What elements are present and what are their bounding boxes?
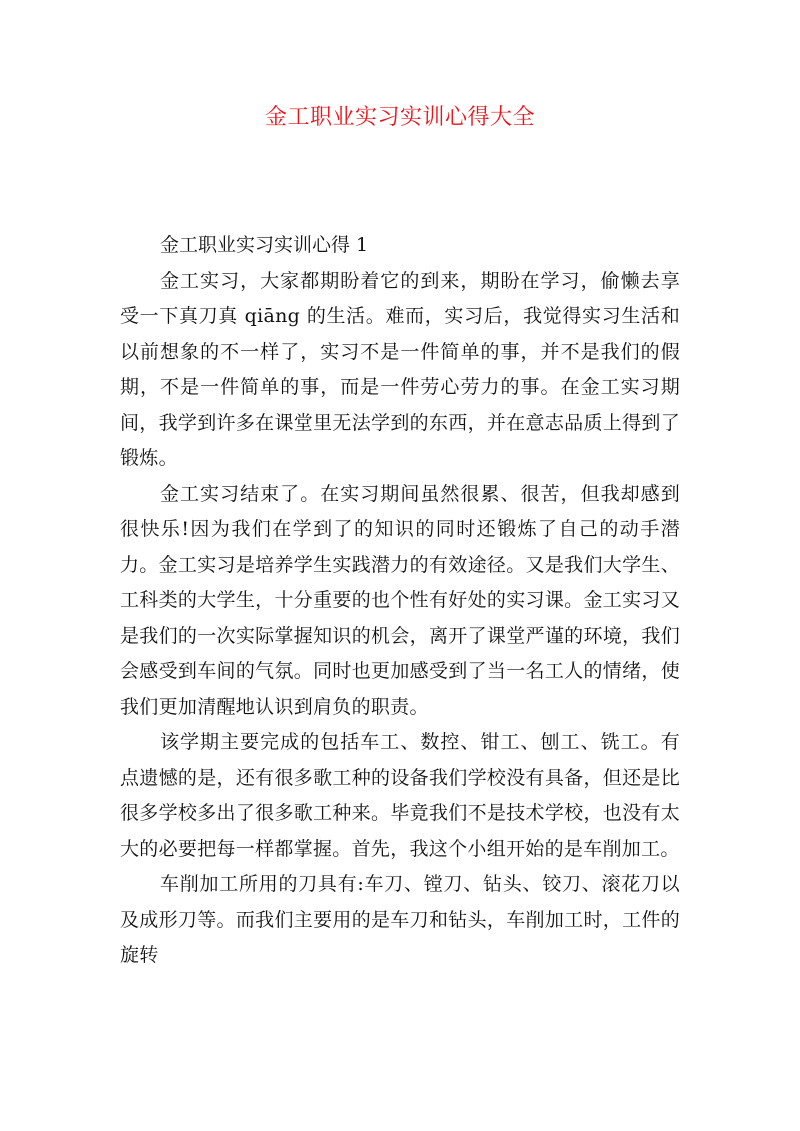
paragraph-2: 金工实习结束了。在实习期间虽然很累、很苦，但我却感到很快乐!因为我们在学到了的知识的同时还锻炼了自己的动手潜力。金工实习是培养学生实践潜力的有效途径。又是我们大学生、工科类的大学生，十分重要的也个性有好处的实习课。金工实习又是我们的一次实际掌握知识的机会，离开了课堂严谨的环境，我们会感受到车间的气氛。同时也更加感受到了当一名工人的情绪，使我们更加清醒地认识到肩负的职责。 xyxy=(120,482,680,718)
paragraph-1: 金工实习，大家都期盼着它的到来，期盼在学习，偷懒去享受一下真刀真 qiāng 的生活。难而，实习后，我觉得实习生活和以前想象的不一样了，实习不是一件简单的事，并不是我们的假期，不是一件简单的事，而是一件劳心劳力的事。在金工实习期间，我学到许多在课堂里无法学到的东西，并在意志品质上得到了锻炼。 xyxy=(120,269,680,469)
paragraph-3: 该学期主要完成的包括车工、数控、钳工、刨工、铣工。有点遗憾的是，还有很多歌工种的设备我们学校没有具备，但还是比很多学校多出了很多歌工种来。毕竟我们不是技术学校，也没有太大的必要把每一样都掌握。首先，我这个小组开始的是车削加工。 xyxy=(120,731,680,860)
section-heading: 金工职业实习实训心得 1 xyxy=(160,234,369,256)
paragraph-4: 车削加工所用的刀具有:车刀、镗刀、钻头、铰刀、滚花刀以及成形刀等。而我们主要用的是车刀和钻头，车削加工时，工件的旋转 xyxy=(120,873,680,966)
document-body xyxy=(120,228,680,974)
document-title: 金工职业实习实训心得大全 xyxy=(264,105,535,130)
